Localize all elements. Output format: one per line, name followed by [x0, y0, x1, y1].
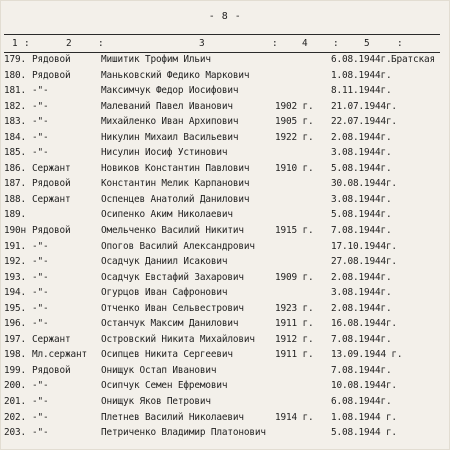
record-date: 21.07.1944г. — [331, 100, 397, 112]
table-row — [0, 192, 450, 208]
record-birth-year: 1911 г. — [275, 349, 314, 361]
record-rank: -"- — [32, 411, 49, 423]
record-date: 1.08.1944г. — [331, 69, 392, 81]
table-row — [0, 52, 450, 68]
record-birth-year: 1922 г. — [275, 131, 314, 143]
record-name: Оспенцев Анатолий Данилович — [101, 193, 250, 205]
record-name: Отченко Иван Сельвестрович — [101, 302, 244, 314]
record-rank: -"- — [32, 116, 49, 128]
record-rank: -"- — [32, 287, 49, 299]
table-row — [0, 425, 450, 441]
record-rank: -"- — [32, 396, 49, 408]
column-header-2: 2 — [66, 38, 72, 49]
record-number: 199. — [4, 364, 26, 376]
record-date: 10.08.1944г. — [331, 380, 397, 392]
record-rank: -"- — [32, 380, 49, 392]
record-birth-year: 1910 г. — [275, 162, 314, 174]
record-number: 189. — [4, 209, 26, 221]
record-number: 201. — [4, 396, 26, 408]
record-rank: -"- — [32, 427, 49, 439]
record-rank: Мл.сержант — [32, 349, 87, 361]
record-date: 5.08.1944г. — [331, 162, 392, 174]
column-header-separator: : — [272, 38, 278, 49]
record-number: 200. — [4, 380, 26, 392]
record-date: 17.10.1944г. — [331, 240, 397, 252]
record-number: 186. — [4, 162, 26, 174]
table-row — [0, 207, 450, 223]
record-date: 5.08.1944г. — [331, 209, 392, 221]
record-rank: Сержант — [32, 193, 71, 205]
record-rank: Рядовой — [32, 225, 71, 237]
table-row — [0, 68, 450, 84]
record-rank: -"- — [32, 100, 49, 112]
record-number: 194. — [4, 287, 26, 299]
column-header-4: 4 — [302, 38, 308, 49]
record-rank: -"- — [32, 318, 49, 330]
record-birth-year: 1905 г. — [275, 116, 314, 128]
record-number: 203. — [4, 427, 26, 439]
table-row — [0, 145, 450, 161]
record-birth-year: 1914 г. — [275, 411, 314, 423]
record-name: Осипчук Семен Ефремович — [101, 380, 228, 392]
column-header-3: 3 — [199, 38, 205, 49]
record-name: Константин Мелик Карпанович — [101, 178, 250, 190]
table-row — [0, 285, 450, 301]
record-number: 202. — [4, 411, 26, 423]
column-header-1: 1 — [12, 38, 18, 49]
record-number: 192. — [4, 256, 26, 268]
record-date: 16.08.1944г. — [331, 318, 397, 330]
table-row — [0, 114, 450, 130]
record-rank: Сержант — [32, 162, 71, 174]
record-name: Огурцов Иван Сафронович — [101, 287, 228, 299]
table-row — [0, 316, 450, 332]
record-date: 7.08.1944г. — [331, 364, 392, 376]
record-name: Омельченко Василий Никитич — [101, 225, 244, 237]
table-row — [0, 270, 450, 286]
record-date: 6.08.1944г. — [331, 54, 392, 65]
record-number: 188. — [4, 193, 26, 205]
column-header-separator: : — [24, 38, 30, 49]
record-birth-year: 1909 г. — [275, 271, 314, 283]
record-date: 30.08.1944г. — [331, 178, 397, 190]
record-burial-place: Братская — [391, 54, 435, 65]
column-header-separator: : — [397, 38, 403, 49]
table-row — [0, 378, 450, 394]
table-row — [0, 410, 450, 426]
record-date: 13.09.1944 г. — [331, 349, 403, 361]
record-rank: -"- — [32, 302, 49, 314]
record-date: 1.08.1944 г. — [331, 411, 397, 423]
record-number: 182. — [4, 100, 26, 112]
table-row — [0, 301, 450, 317]
record-date: 2.08.1944г. — [331, 302, 392, 314]
record-number: 185. — [4, 147, 26, 159]
record-number: 183. — [4, 116, 26, 128]
record-name: Малеваний Павел Иванович — [101, 100, 233, 112]
record-name: Нисулин Иосиф Устинович — [101, 147, 228, 159]
table-row — [0, 332, 450, 348]
record-rank: -"- — [32, 85, 49, 97]
record-rank: Рядовой — [32, 69, 71, 81]
record-name: Новиков Константин Павлович — [101, 162, 250, 174]
record-rank: Рядовой — [32, 178, 71, 190]
record-date: 2.08.1944г. — [331, 131, 392, 143]
record-birth-year: 1923 г. — [275, 302, 314, 314]
record-rank: -"- — [32, 256, 49, 268]
record-number: 193. — [4, 271, 26, 283]
record-number: 179. — [4, 54, 26, 65]
record-name: Онищук Остап Иванович — [101, 364, 217, 376]
record-date: 3.08.1944г. — [331, 287, 392, 299]
record-rank: Рядовой — [32, 54, 71, 65]
record-number: 181. — [4, 85, 26, 97]
record-number: 197. — [4, 333, 26, 345]
table-row — [0, 254, 450, 270]
record-date: 7.08.1944г. — [331, 333, 392, 345]
record-name: Петриченко Владимир Платонович — [101, 427, 266, 439]
record-date: 5.08.1944 г. — [331, 427, 397, 439]
table-row — [0, 223, 450, 239]
record-name: Онищук Яков Петрович — [101, 396, 211, 408]
table-row — [0, 363, 450, 379]
table-row — [0, 176, 450, 192]
record-rank: Рядовой — [32, 364, 71, 376]
record-rank: -"- — [32, 131, 49, 143]
record-name: Осадчук Евстафий Захарович — [101, 271, 244, 283]
page-number: - 8 - — [208, 11, 242, 22]
record-date: 3.08.1944г. — [331, 193, 392, 205]
record-rank: -"- — [32, 147, 49, 159]
record-number: 195. — [4, 302, 26, 314]
record-birth-year: 1912 г. — [275, 333, 314, 345]
record-name: Маньковский Федико Маркович — [101, 69, 250, 81]
record-name: Осипцев Никита Сергеевич — [101, 349, 233, 361]
table-row — [0, 239, 450, 255]
record-number: 180. — [4, 69, 26, 81]
record-name: Опогов Василий Александрович — [101, 240, 255, 252]
record-date: 8.11.1944г. — [331, 85, 392, 97]
record-name: Михайленко Иван Архипович — [101, 116, 239, 128]
record-date: 3.08.1944г. — [331, 147, 392, 159]
record-number: 184. — [4, 131, 26, 143]
record-name: Никулин Михаил Васильевич — [101, 131, 239, 143]
record-name: Островский Никита Михайлович — [101, 333, 255, 345]
record-date: 27.08.1944г. — [331, 256, 397, 268]
record-number: 190н — [4, 225, 26, 237]
record-rank: -"- — [32, 240, 49, 252]
record-name: Плетнев Василий Николаевич — [101, 411, 244, 423]
record-date: 2.08.1944г. — [331, 271, 392, 283]
record-date: 22.07.1944г. — [331, 116, 397, 128]
record-name: Осадчук Даниил Исакович — [101, 256, 228, 268]
table-row — [0, 161, 450, 177]
record-number: 196. — [4, 318, 26, 330]
table-row — [0, 347, 450, 363]
record-number: 198. — [4, 349, 26, 361]
record-birth-year: 1902 г. — [275, 100, 314, 112]
table-row — [0, 130, 450, 146]
column-header-5: 5 — [364, 38, 370, 49]
record-number: 191. — [4, 240, 26, 252]
header-rule-top — [4, 34, 440, 35]
table-row — [0, 99, 450, 115]
record-rank: Сержант — [32, 333, 71, 345]
record-date: 7.08.1944г. — [331, 225, 392, 237]
record-list — [0, 52, 450, 441]
column-header-separator: : — [333, 38, 339, 49]
record-name: Максимчук Федор Иосифович — [101, 85, 239, 97]
record-number: 187. — [4, 178, 26, 190]
column-header-separator: : — [98, 38, 104, 49]
record-name: Мишитик Трофим Ильич — [101, 54, 211, 65]
record-name: Останчук Максим Данилович — [101, 318, 239, 330]
record-date: 6.08.1944г. — [331, 396, 392, 408]
record-name: Осипенко Аким Николаевич — [101, 209, 233, 221]
record-birth-year: 1915 г. — [275, 225, 314, 237]
record-birth-year: 1911 г. — [275, 318, 314, 330]
record-rank: -"- — [32, 271, 49, 283]
table-row — [0, 394, 450, 410]
table-row — [0, 83, 450, 99]
